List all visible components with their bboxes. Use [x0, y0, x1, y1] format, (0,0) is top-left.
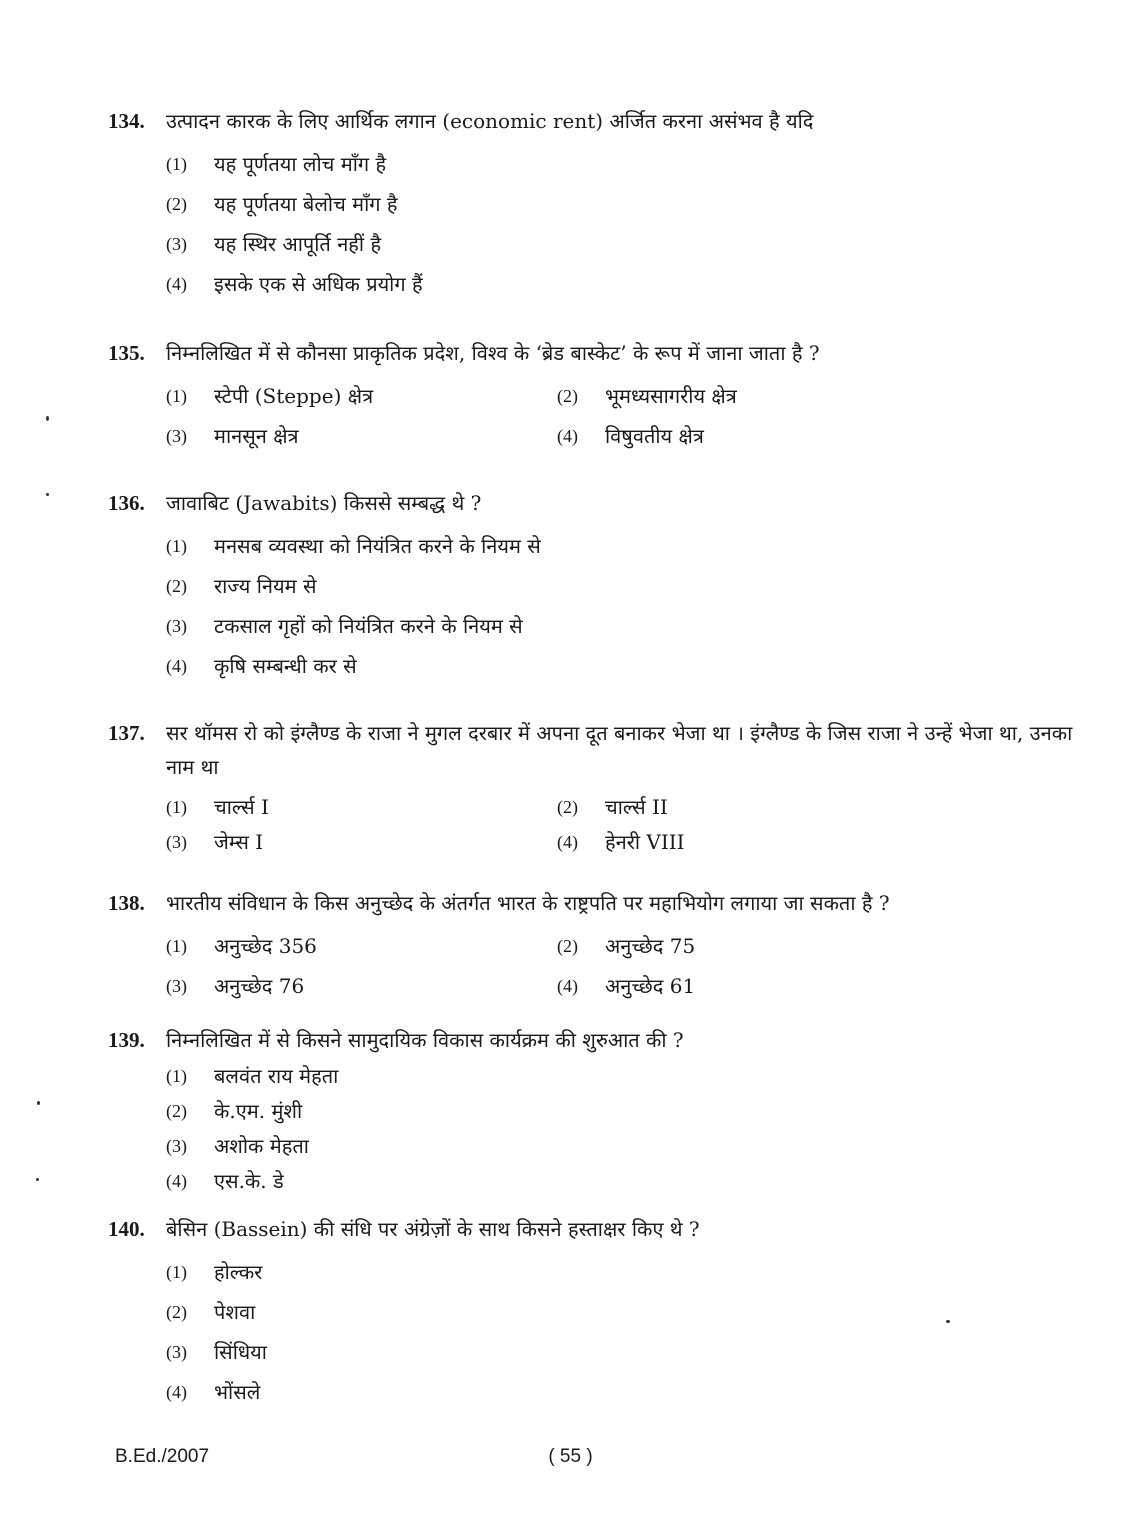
- option: [166, 1332, 1083, 1372]
- option: [166, 526, 1083, 566]
- option-number: (2): [166, 194, 187, 214]
- option: [557, 790, 957, 825]
- footer-exam-code: B.Ed./2007: [115, 1446, 210, 1467]
- option-number: (1): [166, 936, 187, 956]
- question-text: बेसिन (Bassein) की संधि पर अंग्रेज़ों के साथ किसने हस्ताक्षर किए थे ?: [166, 1217, 700, 1241]
- option-number: (3): [166, 1342, 187, 1362]
- question-140: [108, 1212, 1083, 1412]
- option-text: एस.के. डे: [214, 1169, 284, 1193]
- option-text: अनुच्छेद 75: [605, 934, 696, 958]
- option: [557, 825, 957, 860]
- option-text: अनुच्छेद 61: [605, 974, 696, 998]
- question-text: निम्नलिखित में से किसने सामुदायिक विकास कार्यक्रम की शुरुआत की ?: [166, 1028, 684, 1052]
- option-text: पेशवा: [214, 1300, 256, 1324]
- option: [166, 1059, 1083, 1094]
- question-138: [108, 886, 1083, 1006]
- option-number: (3): [166, 976, 187, 996]
- option-text: होल्कर: [214, 1260, 263, 1284]
- option-number: (4): [557, 832, 578, 852]
- option-text: चार्ल्स II: [605, 795, 668, 819]
- option-text: विषुवतीय क्षेत्र: [605, 424, 704, 448]
- option: [166, 184, 1083, 224]
- option-number: (3): [166, 832, 187, 852]
- option-text: चार्ल्स I: [214, 795, 269, 819]
- option-number: (1): [166, 1066, 187, 1086]
- option: [166, 966, 557, 1006]
- option-number: (4): [557, 976, 578, 996]
- option: [166, 1129, 1083, 1164]
- option-text: बलवंत राय मेहता: [214, 1064, 339, 1088]
- question-number: 137.: [108, 721, 145, 745]
- question-139: [108, 1023, 1083, 1199]
- question-134: [108, 104, 1083, 304]
- question-number: 136.: [108, 491, 145, 515]
- option-number: (1): [166, 1262, 187, 1282]
- option: [557, 416, 957, 456]
- option: [166, 790, 557, 825]
- option: [166, 264, 1083, 304]
- question-text: भारतीय संविधान के किस अनुच्छेद के अंतर्गत भारत के राष्ट्रपति पर महाभियोग लगाया जा सकता है ?: [166, 891, 890, 915]
- option: [166, 224, 1083, 264]
- scan-speck: [37, 1101, 40, 1105]
- question-number: 139.: [108, 1028, 145, 1052]
- option: [166, 376, 557, 416]
- scan-speck: [46, 416, 49, 421]
- option-number: (3): [166, 426, 187, 446]
- option: [166, 1292, 1083, 1332]
- scan-speck: [36, 1178, 39, 1181]
- question-135: [108, 336, 1083, 456]
- option-text: अनुच्छेद 76: [214, 974, 305, 998]
- question-136: [108, 486, 1083, 686]
- option-text: टकसाल गृहों को नियंत्रित करने के नियम से: [214, 614, 523, 638]
- page-number: ( 55 ): [548, 1446, 593, 1467]
- option-text: हेनरी VIII: [605, 830, 685, 854]
- option-number: (2): [557, 386, 578, 406]
- option-number: (2): [166, 1302, 187, 1322]
- option-text: मानसून क्षेत्र: [214, 424, 299, 448]
- option-text: जेम्स I: [214, 830, 264, 854]
- option-text: यह पूर्णतया बेलोच माँग है: [214, 192, 398, 216]
- option: [166, 825, 557, 860]
- option-number: (1): [166, 386, 187, 406]
- question-137: [108, 716, 1083, 860]
- option-text: सिंधिया: [214, 1340, 267, 1364]
- option: [166, 1372, 1083, 1412]
- option-text: यह स्थिर आपूर्ति नहीं है: [214, 232, 382, 256]
- question-text: निम्नलिखित में से कौनसा प्राकृतिक प्रदेश, विश्व के ‘ब्रेड बास्केट’ के रूप में जाना जाता है ?: [166, 341, 820, 365]
- option-text: अशोक मेहता: [214, 1134, 309, 1158]
- option: [166, 1094, 1083, 1129]
- option-text: मनसब व्यवस्था को नियंत्रित करने के नियम से: [214, 534, 541, 558]
- option-text: के.एम. मुंशी: [214, 1099, 303, 1123]
- option-text: अनुच्छेद 356: [214, 934, 317, 958]
- option-number: (3): [166, 616, 187, 636]
- option-text: भोंसले: [214, 1380, 261, 1404]
- option-number: (1): [166, 797, 187, 817]
- option-number: (4): [557, 426, 578, 446]
- option-text: इसके एक से अधिक प्रयोग हैं: [214, 272, 423, 296]
- option: [166, 646, 1083, 686]
- option-text: यह पूर्णतया लोच माँग है: [214, 152, 387, 176]
- option: [166, 1252, 1083, 1292]
- option: [166, 144, 1083, 184]
- question-number: 134.: [108, 109, 145, 133]
- option-number: (1): [166, 536, 187, 556]
- question-number: 135.: [108, 341, 145, 365]
- option: [557, 966, 957, 1006]
- option: [166, 606, 1083, 646]
- question-text: उत्पादन कारक के लिए आर्थिक लगान (economic rent) अर्जित करना असंभव है यदि: [166, 109, 814, 133]
- option: [166, 566, 1083, 606]
- scan-speck: [946, 1320, 950, 1323]
- option-text: भूमध्यसागरीय क्षेत्र: [605, 384, 737, 408]
- option: [166, 416, 557, 456]
- option: [557, 926, 957, 966]
- question-number: 138.: [108, 891, 145, 915]
- option: [166, 926, 557, 966]
- option: [557, 376, 957, 416]
- option-number: (4): [166, 656, 187, 676]
- option-number: (3): [166, 1136, 187, 1156]
- option-number: (2): [166, 576, 187, 596]
- option-number: (3): [166, 234, 187, 254]
- scan-speck: [46, 493, 49, 496]
- question-text: सर थॉमस रो को इंग्लैण्ड के राजा ने मुगल दरबार में अपना दूत बनाकर भेजा था । इंग्लैण्ड के जिस राजा ने उन्हें भेजा था, उनका नाम था: [166, 721, 1073, 779]
- option-number: (2): [557, 936, 578, 956]
- question-text: जावाबिट (Jawabits) किससे सम्बद्ध थे ?: [166, 491, 482, 515]
- option: [166, 1164, 1083, 1199]
- option-text: स्टेपी (Steppe) क्षेत्र: [214, 384, 374, 408]
- question-number: 140.: [108, 1217, 145, 1241]
- option-number: (1): [166, 154, 187, 174]
- option-text: कृषि सम्बन्धी कर से: [214, 654, 357, 678]
- option-number: (4): [166, 274, 187, 294]
- option-number: (4): [166, 1171, 187, 1191]
- option-number: (4): [166, 1382, 187, 1402]
- option-number: (2): [557, 797, 578, 817]
- option-number: (2): [166, 1101, 187, 1121]
- option-text: राज्य नियम से: [214, 574, 317, 598]
